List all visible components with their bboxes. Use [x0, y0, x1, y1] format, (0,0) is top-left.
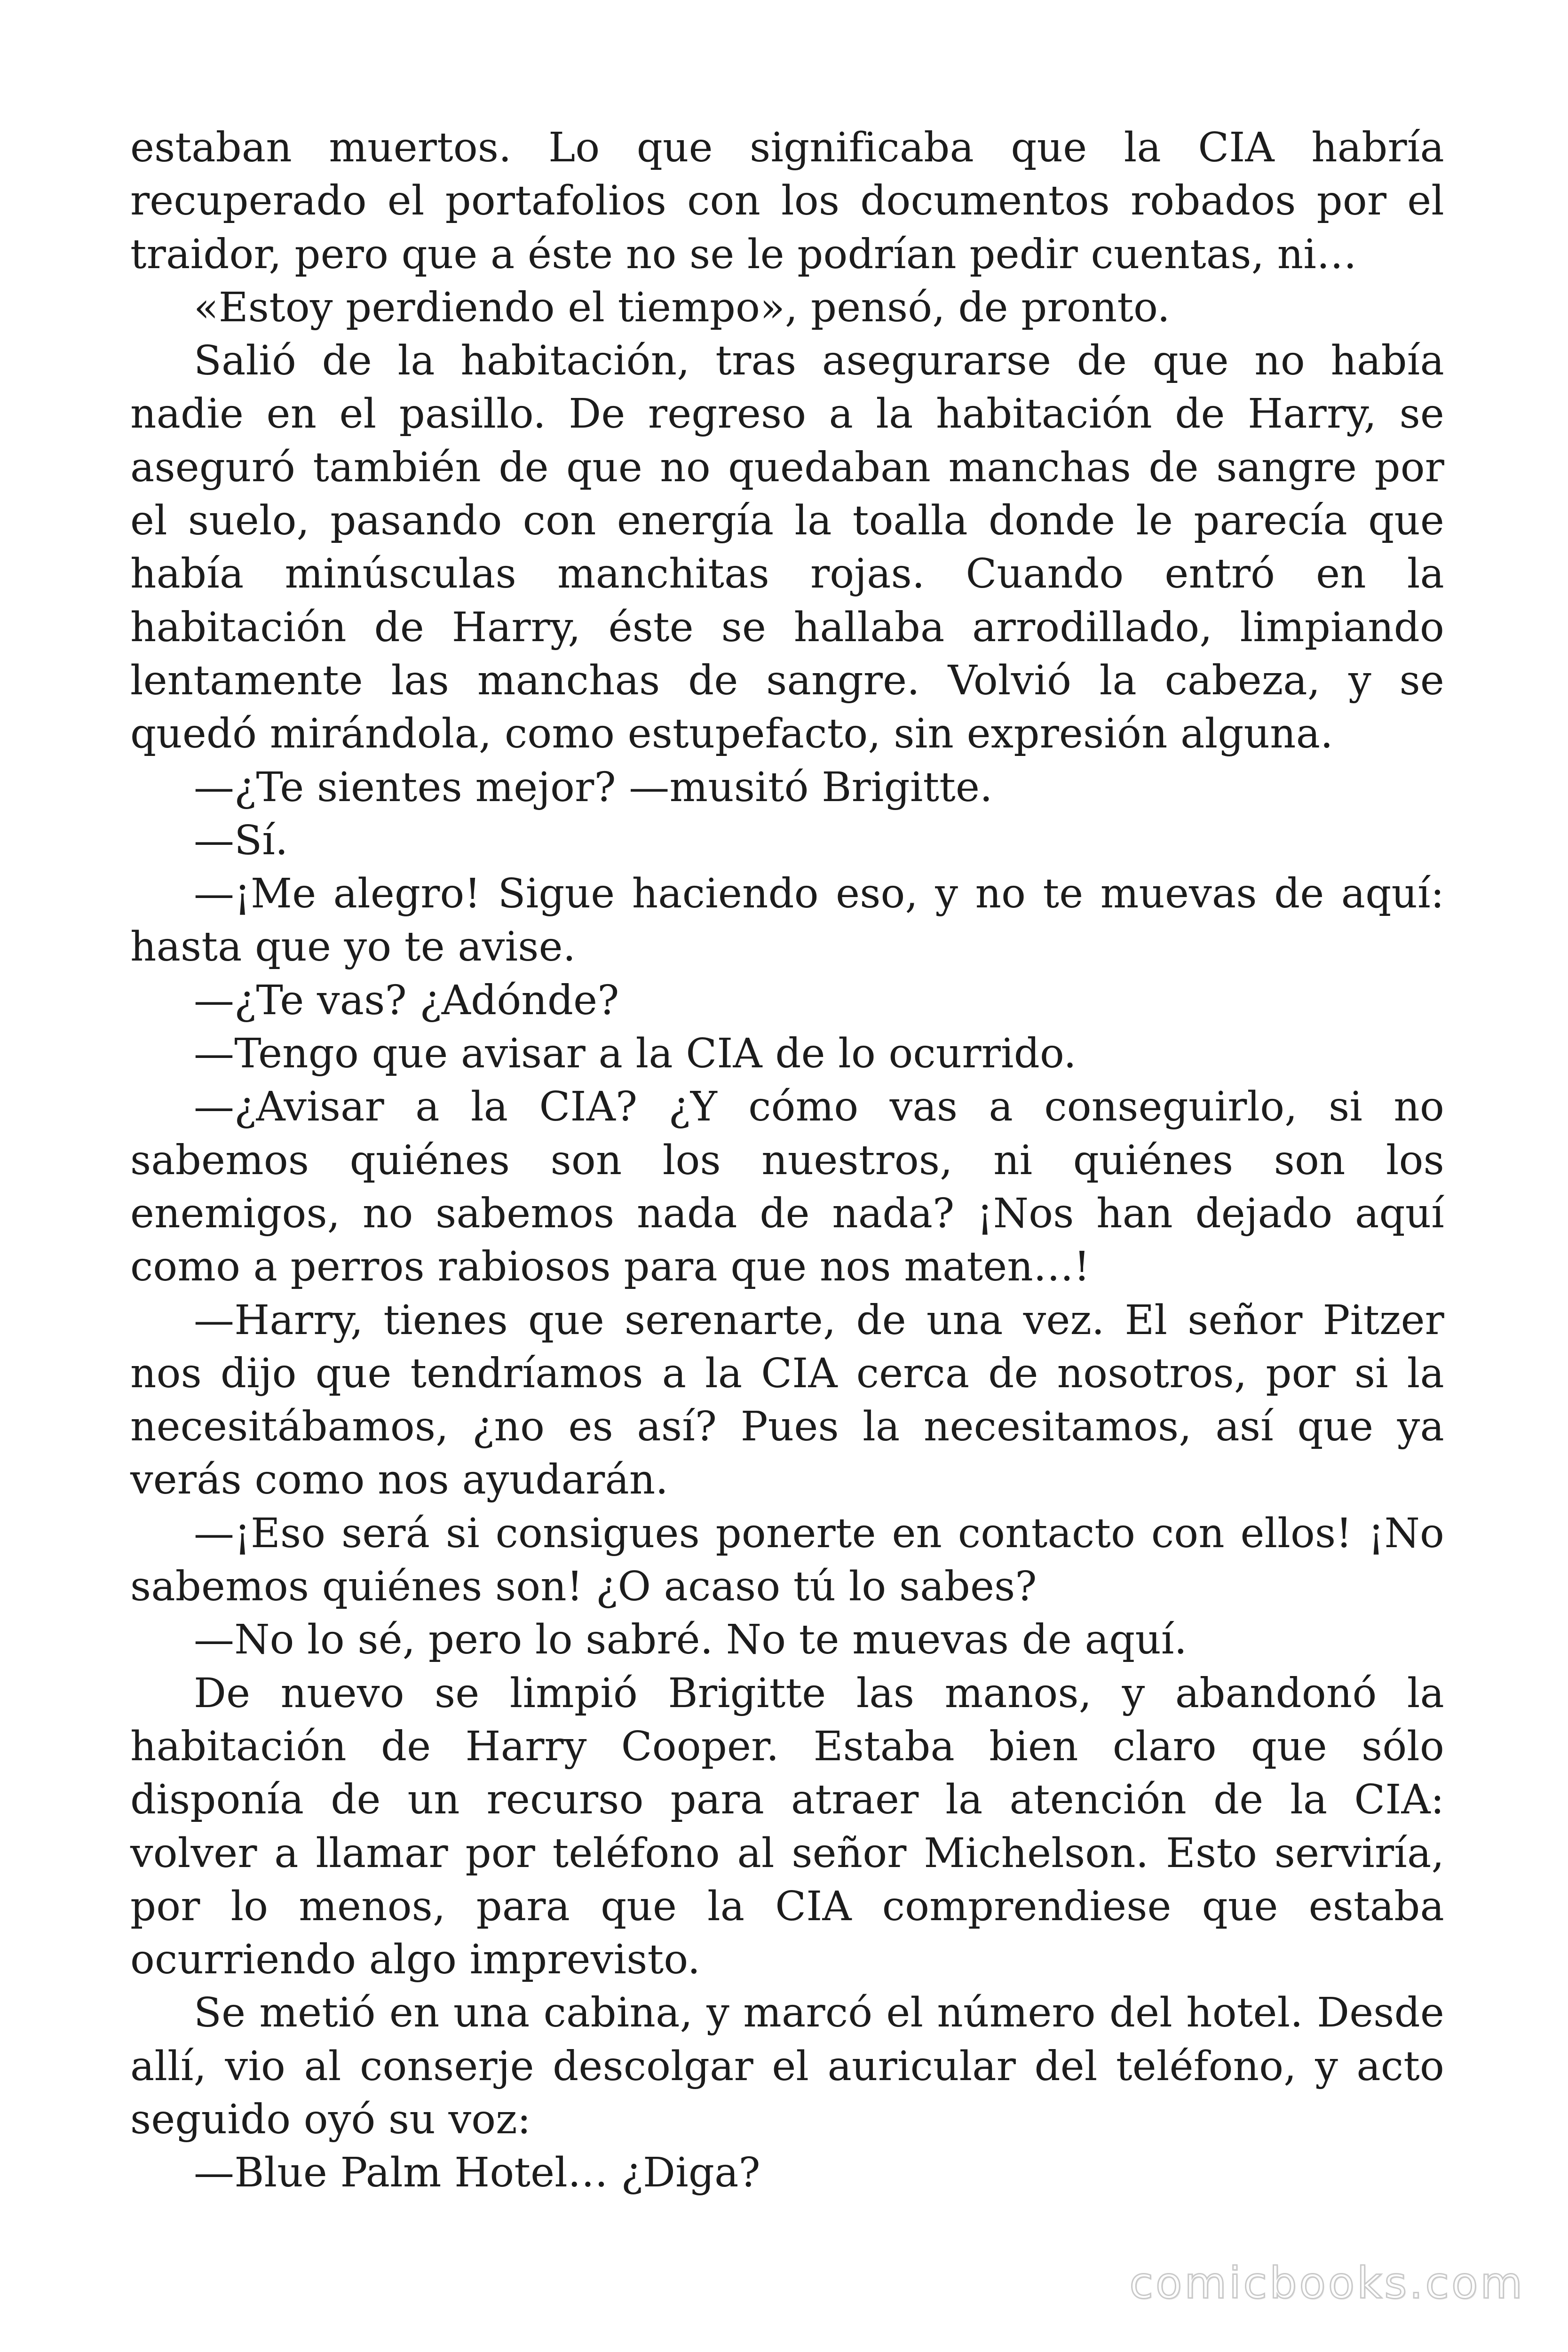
dialogue-line: —¿Avisar a la CIA? ¿Y cómo vas a conseguirlo, si no sabemos quiénes son los nuestros, ni quiénes son los enemigos, no sabemos nada de nada? ¡Nos han dejado aquí como a perros rabiosos para que nos maten…! [130, 1083, 1444, 1291]
dialogue-line: —Blue Palm Hotel… ¿Diga? [194, 2149, 760, 2197]
dialogue-line: —¿Te sientes mejor? —musitó Brigitte. [194, 763, 993, 811]
paragraph-continuation: estaban muertos. Lo que significaba que la CIA habría recuperado el portafolios con los documentos robados por el traidor, pero que a éste no se le podrían pedir cuentas, ni… [130, 124, 1444, 278]
paragraph: «Estoy perdiendo el tiempo», pensó, de pronto. [194, 284, 1171, 331]
watermark: comicbooks.com [1129, 2258, 1525, 2308]
page-body-text [130, 121, 1444, 2200]
paragraph: Se metió en una cabina, y marcó el número del hotel. Desde allí, vio al conserje descolgar el auricular del teléfono, y acto seguido oyó su voz: [130, 1989, 1444, 2143]
dialogue-line: —¿Te vas? ¿Adónde? [194, 977, 619, 1024]
paragraph: Salió de la habitación, tras asegurarse de que no había nadie en el pasillo. De regreso a la habitación de Harry, se aseguró también de que no quedaban manchas de sangre por el suelo, pasando con energía la toalla donde le parecía que había minúsculas manchitas rojas. Cuando entró en la habitación de Harry, éste se hallaba arrodillado, limpiando lentamente las manchas de sangre. Volvió la cabeza, y se quedó mirándola, como estupefacto, sin expresión alguna. [130, 337, 1444, 758]
dialogue-line: —¡Me alegro! Sigue haciendo eso, y no te muevas de aquí: hasta que yo te avise. [130, 870, 1444, 971]
dialogue-line: —Harry, tienes que serenarte, de una vez. El señor Pitzer nos dijo que tendríamos a la CIA cerca de nosotros, por si la necesitábamos, ¿no es así? Pues la necesitamos, así que ya verás como nos ayudarán. [130, 1296, 1444, 1504]
dialogue-line: —Tengo que avisar a la CIA de lo ocurrido. [194, 1030, 1077, 1078]
dialogue-line: —No lo sé, pero lo sabré. No te muevas de aquí. [194, 1616, 1188, 1664]
paragraph: De nuevo se limpió Brigitte las manos, y abandonó la habitación de Harry Cooper. Estaba bien claro que sólo disponía de un recurso para atraer la atención de la CIA: volver a llamar por teléfono al señor Michelson. Esto serviría, por lo menos, para que la CIA comprendiese que estaba ocurriendo algo imprevisto. [130, 1669, 1444, 1984]
dialogue-line: —¡Eso será si consigues ponerte en contacto con ellos! ¡No sabemos quiénes son! ¿O acaso tú lo sabes? [130, 1510, 1444, 1611]
dialogue-line: —Sí. [194, 817, 288, 864]
